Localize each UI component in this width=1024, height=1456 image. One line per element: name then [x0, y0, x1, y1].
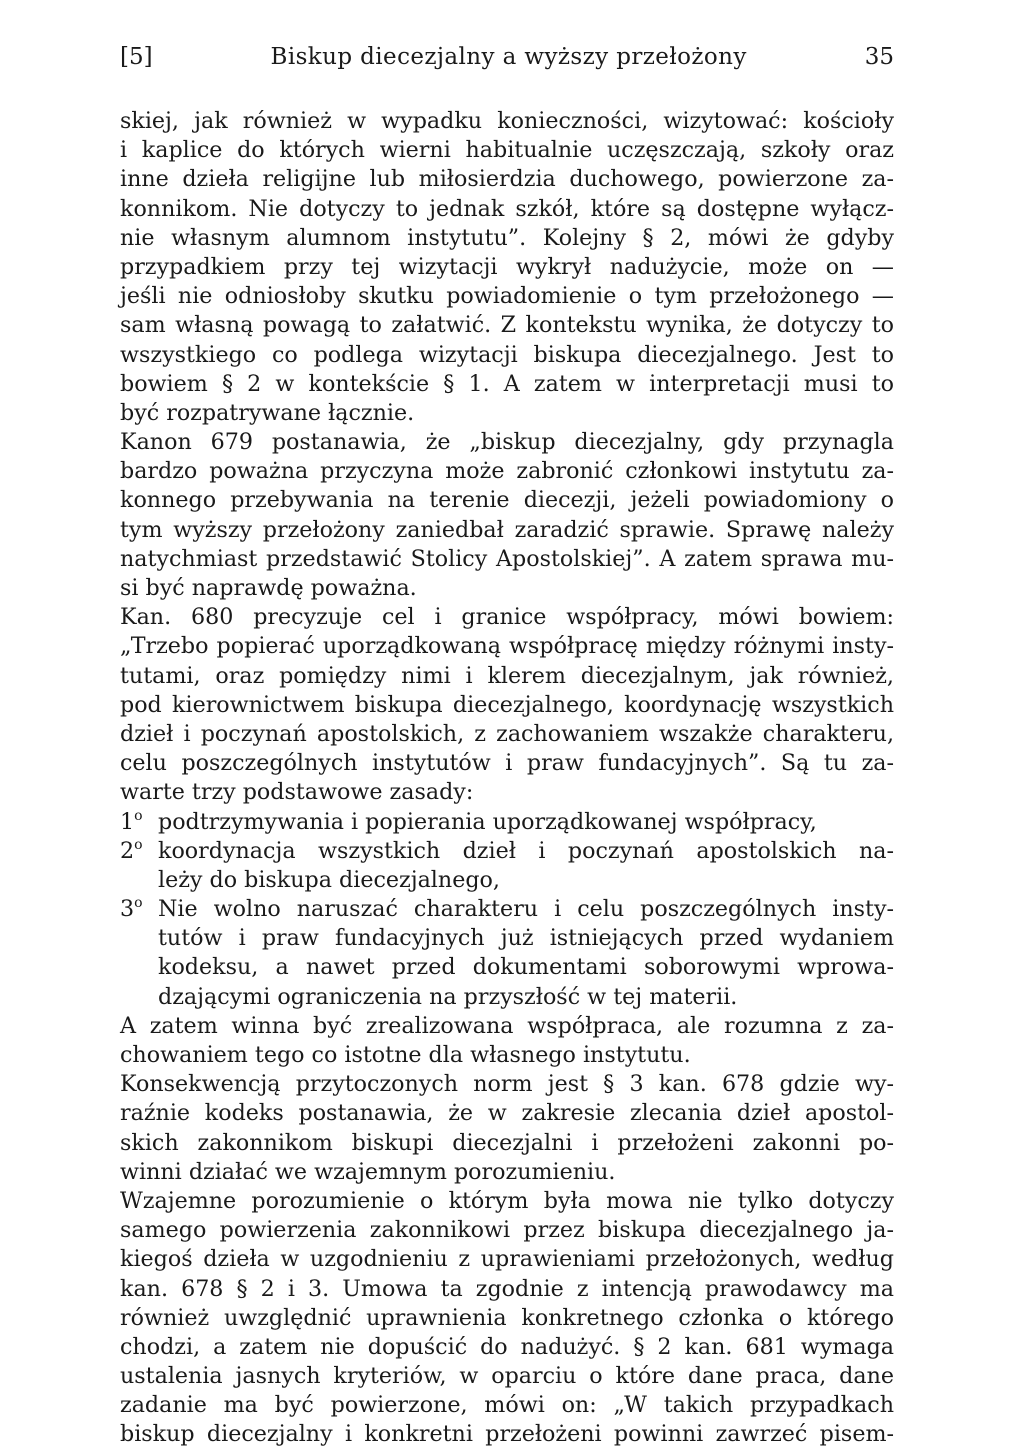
list-item-continuation: tutów i praw fundacyjnych już istniejących przed wydaniem: [158, 925, 894, 952]
list-number-sup: o: [134, 895, 143, 912]
text-line: skich zakonnikom biskupi diecezjalni i przełożeni zakonni po-: [120, 1129, 894, 1156]
text-line: dzieł i poczynań apostolskich, z zachowaniem wszakże charakteru,: [120, 720, 894, 747]
list-item: [120, 895, 894, 924]
text-line: pod kierownictwem biskupa diecezjalnego, koordynację wszystkich: [120, 691, 894, 718]
text-line: kiegoś dzieła w uzgodnieniu z uprawieniami przełożonych, według: [120, 1246, 894, 1273]
list-item-text: Nie wolno naruszać charakteru i celu poszczególnych insty-: [158, 896, 894, 923]
running-header: [120, 42, 894, 72]
list-number-digit: 3: [120, 896, 135, 923]
text-line: raźnie kodeks postanawia, że w zakresie zlecania dzieł apostol-: [120, 1100, 894, 1127]
list-number-sup: o: [134, 836, 143, 853]
text-line: Kan. 680 precyzuje cel i granice współpracy, mówi bowiem:: [120, 604, 894, 631]
section-number: [5]: [120, 44, 153, 70]
text-line: si być naprawdę poważna.: [120, 575, 417, 601]
text-line: zadanie ma być powierzone, mówi on: „W takich przypadkach: [120, 1392, 894, 1419]
text-line: sam własną powagą to załatwić. Z kontekstu wynika, że dotyczy to: [120, 312, 894, 339]
list-number: [120, 808, 158, 837]
text-line: tutami, oraz pomiędzy nimi i klerem diecezjalnym, jak również,: [120, 662, 894, 689]
running-title: Biskup diecezjalny a wyższy przełożony: [270, 44, 747, 70]
text-line: inne dzieła religijne lub miłosierdzia duchowego, powierzone za-: [120, 166, 894, 193]
list-item-continuation: leży do biskupa diecezjalnego,: [158, 866, 500, 893]
list-item-continuation: kodeksu, a nawet przed dokumentami soborowymi wprowa-: [158, 954, 894, 981]
text-line: wszystkiego co podlega wizytacji biskupa diecezjalnego. Jest to: [120, 341, 894, 368]
list-number-sup: o: [134, 807, 143, 824]
text-line: biskup diecezjalny i konkretni przełożeni powinni zawrzeć pisem-: [120, 1421, 894, 1448]
text-line: A zatem winna być zrealizowana współpraca, ale rozumna z za-: [120, 1012, 894, 1039]
text-line: ustalenia jasnych kryteriów, w oparciu o które dane praca, dane: [120, 1363, 894, 1390]
text-line: winni działać we wzajemnym porozumieniu.: [120, 1158, 616, 1185]
text-line: samego powierzenia zakonnikowi przez biskupa diecezjalnego ja-: [120, 1217, 894, 1244]
text-line: warte trzy podstawowe zasady:: [120, 779, 474, 806]
text-line: „Trzebo popierać uporządkowaną współpracę między różnymi insty-: [120, 633, 894, 660]
text-line: również uwzględnić uprawnienia konkretnego członka o którego: [120, 1304, 894, 1331]
text-line: Wzajemne porozumienie o którym była mowa nie tylko dotyczy: [120, 1187, 894, 1214]
text-line: nie własnym alumnom instytutu”. Kolejny § 2, mówi że gdyby: [120, 224, 894, 251]
text-line: natychmiast przedstawić Stolicy Apostolskiej”. A zatem sprawa mu-: [120, 545, 894, 572]
text-line: chowaniem tego co istotne dla własnego instytutu.: [120, 1042, 691, 1068]
list-number: [120, 837, 158, 866]
text-line: konnikom. Nie dotyczy to jednak szkół, które są dostępne wyłącz-: [120, 195, 894, 222]
text-line: być rozpatrywane łącznie.: [120, 399, 415, 426]
text-line: bowiem § 2 w kontekście § 1. A zatem w interpretacji musi to: [120, 370, 894, 397]
text-line: Konsekwencją przytoczonych norm jest § 3 kan. 678 gdzie wy-: [120, 1071, 894, 1098]
list-number-digit: 1: [120, 808, 135, 835]
text-line: kan. 678 § 2 i 3. Umowa ta zgodnie z intencją prawodawcy ma: [120, 1275, 894, 1302]
text-line: przypadkiem przy tej wizytacji wykrył nadużycie, może on —: [120, 253, 894, 280]
text-line: i kaplice do których wierni habitualnie uczęszczają, szkoły oraz: [120, 137, 894, 164]
list-item-text: podtrzymywania i popierania uporządkowanej współpracy,: [158, 808, 817, 835]
text-line: celu poszczególnych instytutów i praw fundacyjnych”. Są tu za-: [120, 750, 894, 777]
text-line: skiej, jak również w wypadku konieczności, wizytować: kościoły: [120, 108, 894, 134]
text-line: bardzo poważna przyczyna może zabronić członkowi instytutu za-: [120, 458, 894, 485]
list-item-continuation: dzającymi ograniczenia na przyszłość w tej materii.: [158, 983, 738, 1010]
list-item-text: koordynacja wszystkich dzieł i poczynań apostolskich na-: [158, 837, 894, 864]
text-line: jeśli nie odniosłoby skutku powiadomienie o tym przełożonego —: [120, 283, 894, 310]
page-number: 35: [864, 44, 894, 70]
body-text: [120, 107, 894, 1450]
list-item: [120, 808, 894, 837]
text-line: Kanon 679 postanawia, że „biskup diecezjalny, gdy przynagla: [120, 429, 894, 456]
text-line: tym wyższy przełożony zaniedbał zaradzić sprawie. Sprawę należy: [120, 516, 894, 543]
list-number-digit: 2: [120, 837, 135, 864]
text-line: konnego przebywania na terenie diecezji, jeżeli powiadomiony o: [120, 487, 894, 514]
text-line: chodzi, a zatem nie dopuścić do nadużyć. § 2 kan. 681 wymaga: [120, 1333, 894, 1360]
list-number: [120, 895, 158, 924]
list-item: [120, 837, 894, 866]
